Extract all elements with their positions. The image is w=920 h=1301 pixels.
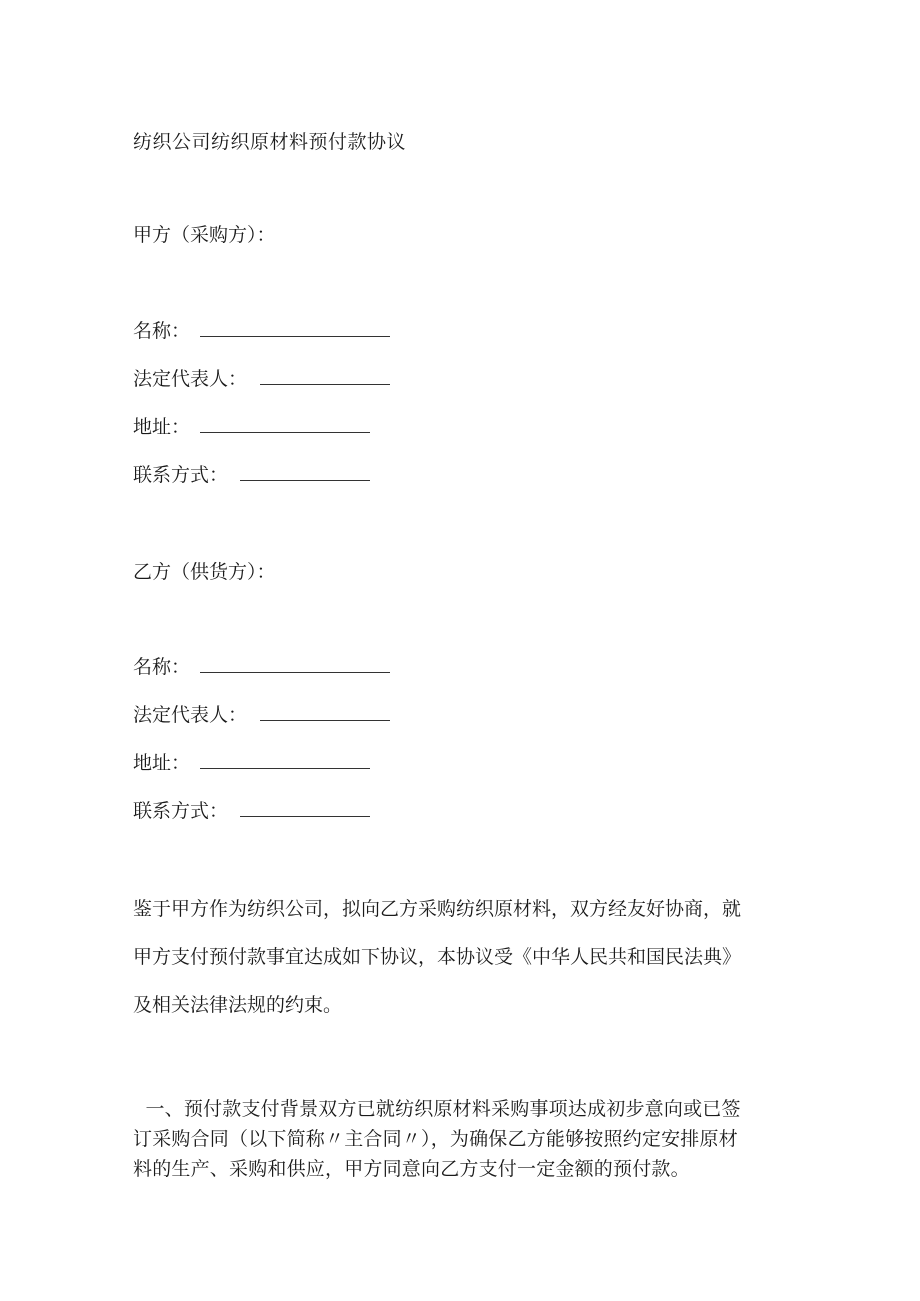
party-b-representative-blank[interactable] (260, 720, 390, 721)
party-b-contact-blank[interactable] (240, 816, 370, 817)
document-title: 纺织公司纺织原材料预付款协议 (133, 131, 407, 153)
party-b-contact-label: 联系方式： (133, 800, 229, 822)
party-a-contact-blank[interactable] (240, 480, 370, 481)
section-1-line: 订采购合同（以下简称〃主合同〃），为确保乙方能够按照约定安排原材 (133, 1128, 738, 1150)
party-a-name-blank[interactable] (200, 336, 390, 337)
party-a-name-label: 名称： (133, 320, 191, 342)
party-b-name-label: 名称： (133, 656, 191, 678)
party-b-heading: 乙方（供货方）： (133, 561, 276, 583)
party-a-representative-blank[interactable] (260, 384, 390, 385)
party-b-representative-label: 法定代表人： (133, 704, 248, 726)
party-b-address-blank[interactable] (200, 768, 370, 769)
intro-line: 鉴于甲方作为纺织公司，拟向乙方采购纺织原材料，双方经友好协商，就 (133, 898, 742, 920)
intro-line: 及相关法律法规的约束。 (133, 994, 343, 1016)
party-b-name-blank[interactable] (200, 672, 390, 673)
party-a-address-blank[interactable] (200, 432, 370, 433)
party-a-address-label: 地址： (133, 416, 191, 438)
party-a-contact-label: 联系方式： (133, 464, 229, 486)
party-a-heading: 甲方（采购方）： (133, 224, 276, 246)
intro-line: 甲方支付预付款事宜达成如下协议，本协议受《中华人民共和国民法典》 (133, 946, 742, 968)
section-1-line: 料的生产、采购和供应，甲方同意向乙方支付一定金额的预付款。 (133, 1158, 690, 1180)
party-a-representative-label: 法定代表人： (133, 368, 248, 390)
party-b-address-label: 地址： (133, 752, 191, 774)
section-1-line: 一、预付款支付背景双方已就纺织原材料采购事项达成初步意向或已签 (133, 1098, 741, 1120)
